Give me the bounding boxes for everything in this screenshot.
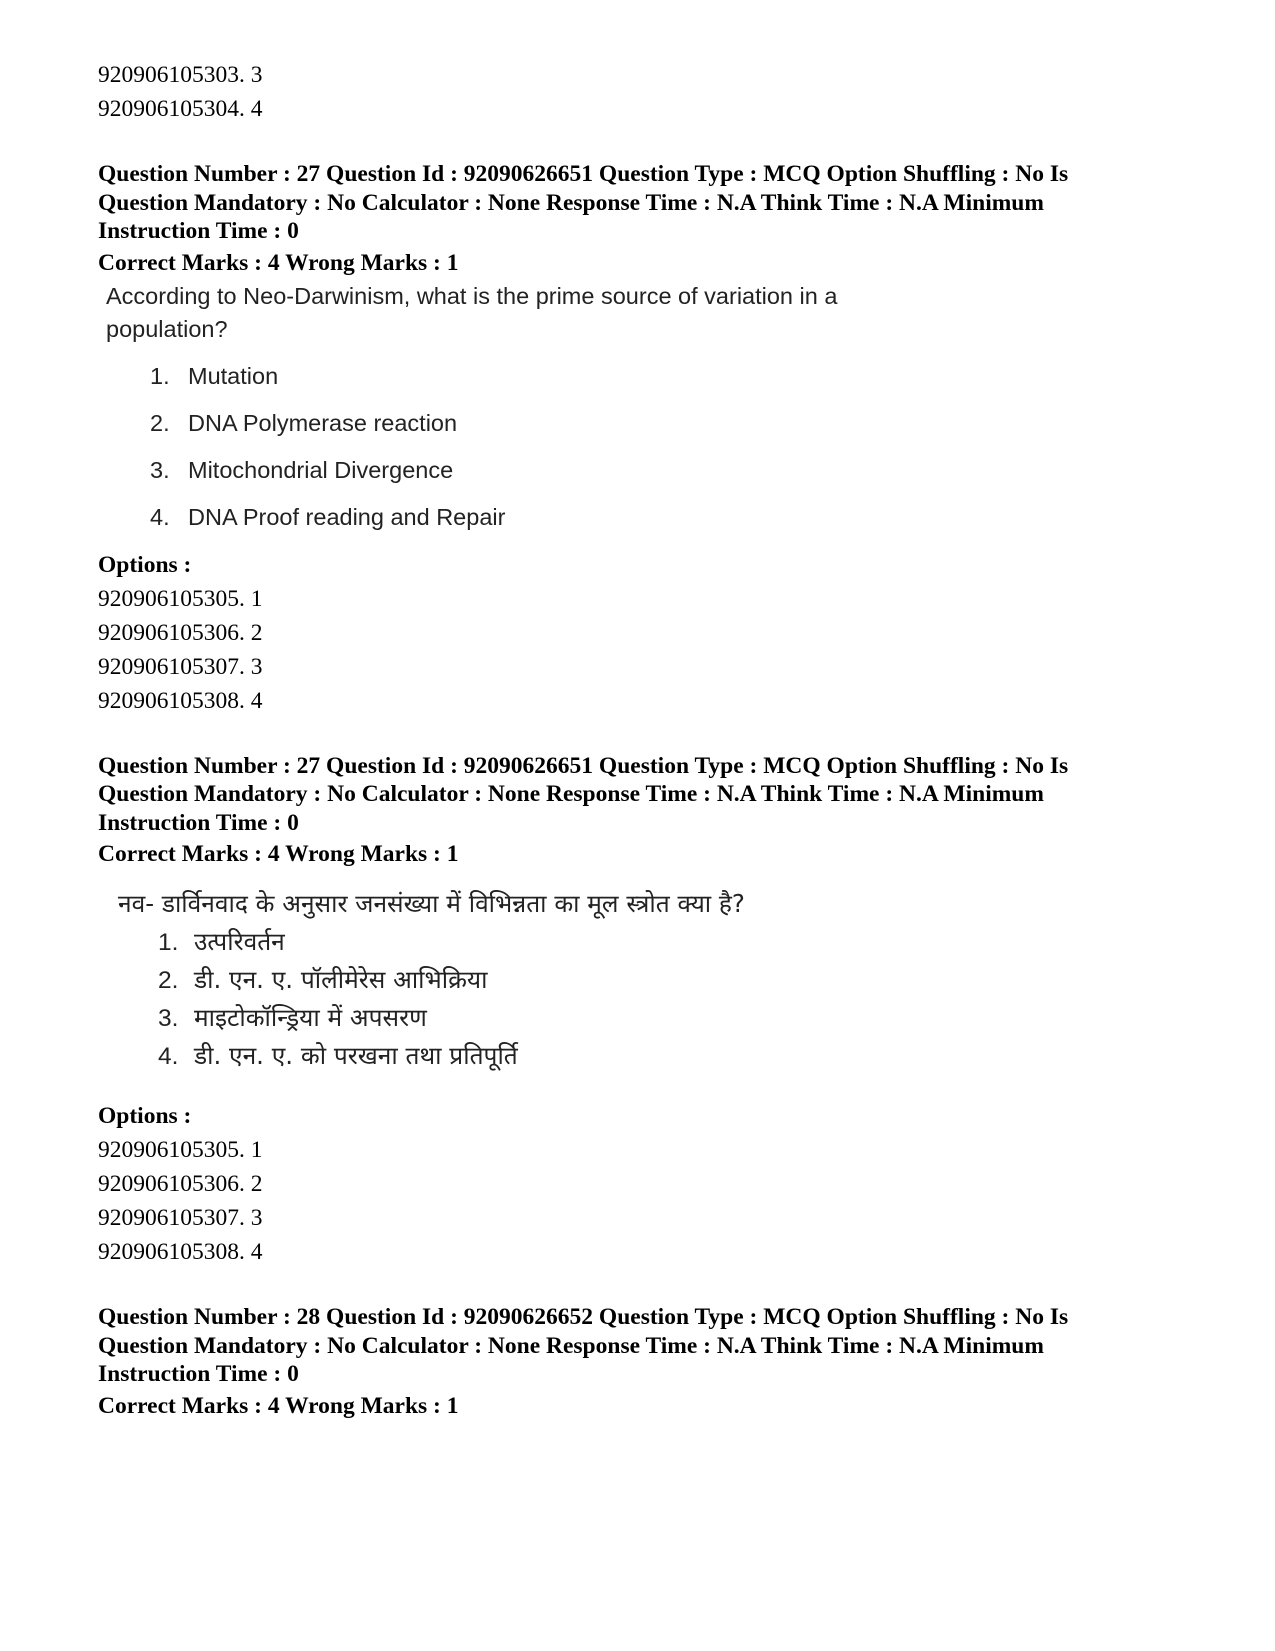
options-label: Options : — [98, 1103, 192, 1129]
choice-item: 1. उत्परिवर्तन — [158, 927, 285, 956]
choice-item: 2. DNA Polymerase reaction — [150, 409, 458, 436]
choice-item: 4. डी. एन. ए. को परखना तथा प्रतिपूर्ति — [158, 1041, 518, 1070]
option-line: 920906105308. 4 — [98, 687, 263, 714]
marks-line: Correct Marks : 4 Wrong Marks : 1 — [98, 841, 459, 867]
option-line: 920906105306. 2 — [98, 619, 263, 646]
marks-line: Correct Marks : 4 Wrong Marks : 1 — [98, 249, 459, 276]
question-27-english — [98, 160, 1188, 718]
question-body — [98, 280, 1188, 533]
question-stem: नव- डार्विनवाद के अनुसार जनसंख्या में विभिन्नता का मूल स्त्रोत क्या है? — [118, 889, 745, 918]
question-body — [98, 885, 1188, 1075]
choice-item: 2. डी. एन. ए. पॉलीमेरेस आभिक्रिया — [158, 965, 488, 994]
marks-line: Correct Marks : 4 Wrong Marks : 1 — [98, 1392, 459, 1419]
question-28 — [98, 1303, 1188, 1423]
choice-list — [106, 360, 1188, 533]
choice-item: 3. माइटोकॉन्ड्रिया में अपसरण — [158, 1003, 427, 1032]
options-label: Options : — [98, 551, 192, 578]
question-27-hindi — [98, 752, 1188, 1270]
document-page — [98, 58, 1188, 1423]
option-line: 920906105308. 4 — [98, 1239, 263, 1265]
question-header: Question Number : 27 Question Id : 92090626651 Question Type : MCQ Option Shuffling : No Is Question Mandatory : No Calculator : None Response Time : N.A Think Time : N.A Minimum Instruction Time : 0 — [98, 161, 1069, 244]
question-stem: According to Neo-Darwinism, what is the prime source of variation in a population? — [106, 282, 838, 342]
option-line: 920906105304. 4 — [98, 96, 263, 122]
options-list — [98, 1133, 1188, 1269]
option-line: 920906105303. 3 — [98, 62, 263, 88]
option-line: 920906105307. 3 — [98, 1205, 263, 1231]
option-line: 920906105305. 1 — [98, 585, 263, 612]
option-line: 920906105307. 3 — [98, 653, 263, 680]
question-header: Question Number : 27 Question Id : 92090626651 Question Type : MCQ Option Shuffling : No Is Question Mandatory : No Calculator : None Response Time : N.A Think Time : N.A Minimum Instruction Time : 0 — [98, 752, 1069, 836]
previous-options — [98, 58, 1188, 126]
option-line: 920906105305. 1 — [98, 1137, 263, 1163]
choice-item: 4. DNA Proof reading and Repair — [150, 503, 506, 530]
choice-item: 1. Mutation — [150, 362, 279, 389]
option-line: 920906105306. 2 — [98, 1171, 263, 1197]
options-list — [98, 582, 1188, 718]
choice-item: 3. Mitochondrial Divergence — [150, 456, 454, 483]
choice-list — [118, 923, 1188, 1075]
question-header: Question Number : 28 Question Id : 92090626652 Question Type : MCQ Option Shuffling : No Is Question Mandatory : No Calculator : None Response Time : N.A Think Time : N.A Minimum Instruction Time : 0 — [98, 1304, 1069, 1387]
